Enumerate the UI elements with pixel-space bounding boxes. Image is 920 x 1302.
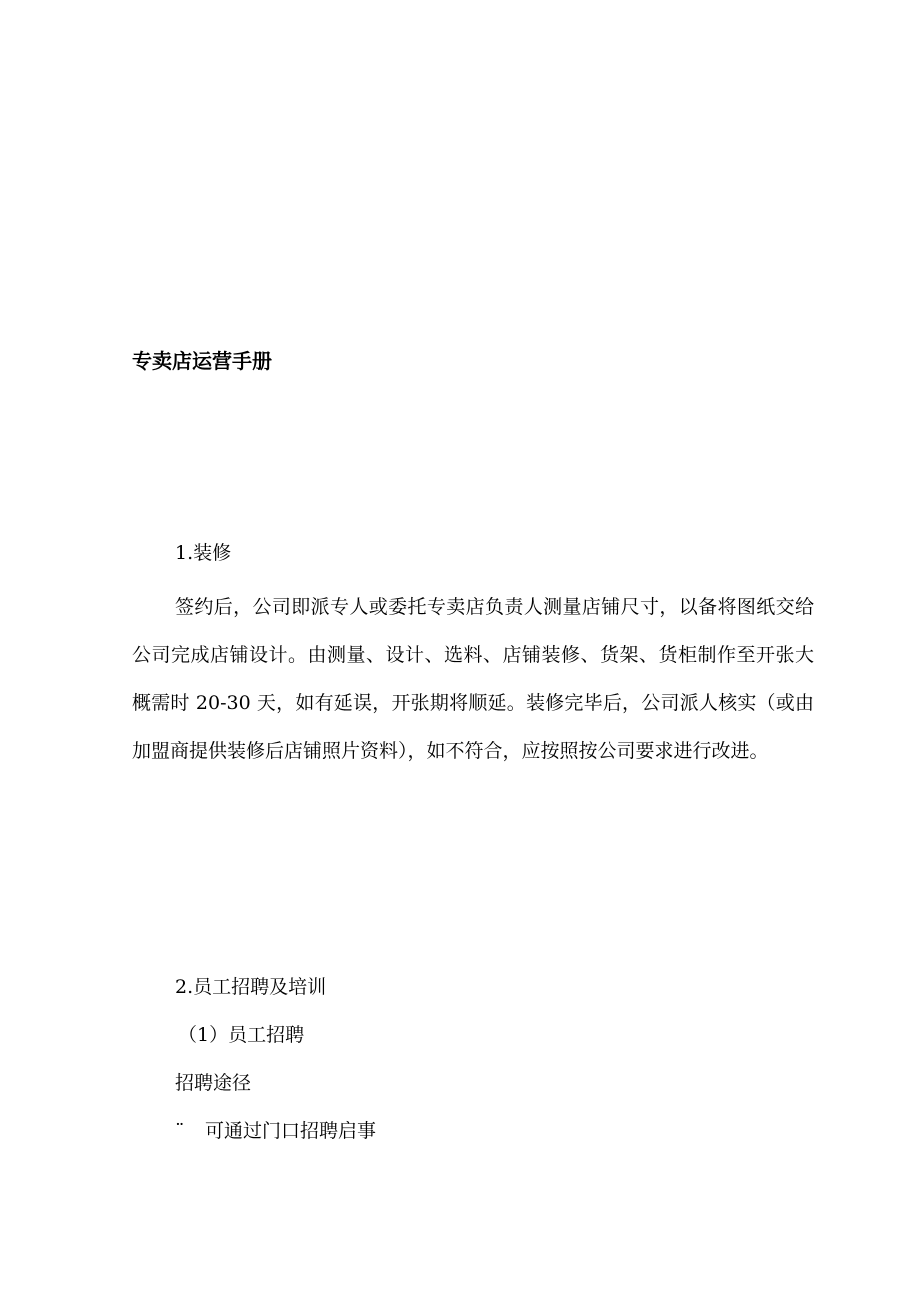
section-2-heading: 2.员工招聘及培训: [175, 976, 327, 998]
section-2-subheading: （1）员工招聘: [178, 1024, 305, 1046]
list-item-text: 可通过门口招聘启事: [205, 1120, 377, 1142]
section-1-heading: 1.装修: [175, 542, 232, 564]
document-title: 专卖店运营手册: [132, 349, 272, 373]
bullet-mark: ¨: [175, 1120, 185, 1142]
recruitment-channels-heading: 招聘途径: [175, 1072, 252, 1094]
list-item: [175, 1117, 376, 1145]
section-1-paragraph: 签约后，公司即派专人或委托专卖店负责人测量店铺尺寸，以备将图纸交给公司完成店铺设计。由测量、设计、选料、店铺装修、货架、货柜制作至开张大概需时 20-30 天，如有延误，开张期将顺延。装修完毕后，公司派人核实（或由加盟商提供装修后店铺照片资料），如不符合，应按照按公司要求进行改进。: [132, 596, 814, 762]
